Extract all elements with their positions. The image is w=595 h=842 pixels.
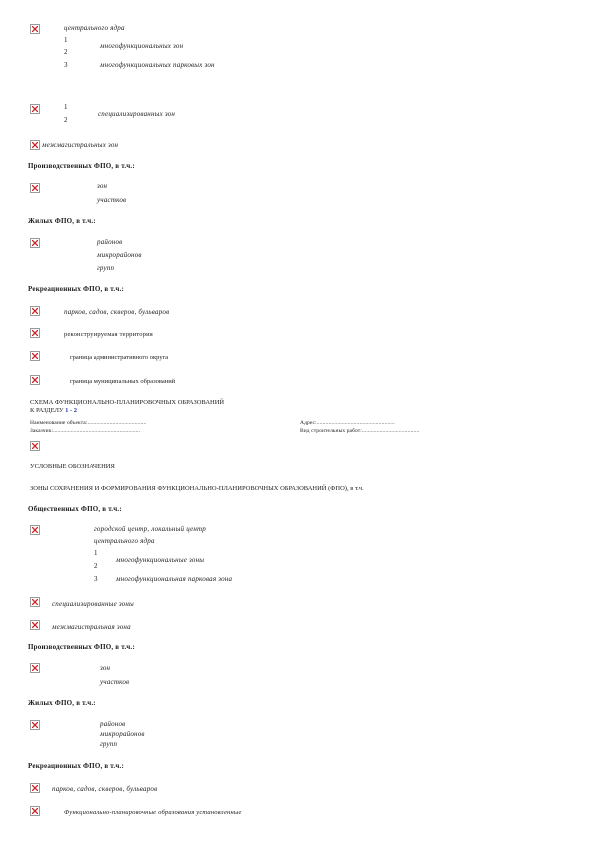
scheme-title: СХЕМА ФУНКЦИОНАЛЬНО-ПЛАНИРОВОЧНЫХ ОБРАЗОВАНИЙ bbox=[30, 399, 225, 406]
production-item: зон bbox=[100, 664, 111, 672]
residential-item: микрорайонов bbox=[100, 730, 145, 738]
multifunctional-park-zones-label: многофункциональных парковых зон bbox=[100, 61, 215, 69]
multifunctional-zones-label: многофункциональные зоны bbox=[116, 556, 205, 564]
broken-image-icon bbox=[30, 597, 40, 607]
multifunctional-park-zone-label: многофункциональная парковая зона bbox=[116, 575, 233, 583]
broken-image-icon bbox=[30, 104, 40, 114]
broken-image-icon bbox=[30, 720, 40, 730]
customer-field: Заказчик:........................................................... bbox=[30, 428, 141, 434]
city-center-label: городской центр, локальный центр bbox=[94, 525, 207, 533]
production-item: участков bbox=[97, 196, 127, 204]
inter-highway-zone-label: межмагистральная зона bbox=[52, 623, 131, 631]
municipal-border-label: граница муниципальных образований bbox=[70, 378, 176, 385]
broken-image-icon bbox=[30, 183, 40, 193]
residential-heading: Жилых ФПО, в т.ч.: bbox=[28, 217, 96, 225]
production-item: зон bbox=[97, 182, 108, 190]
section-ref-link[interactable]: 1 - 2 bbox=[65, 407, 78, 414]
section-prefix: К РАЗДЕЛУ bbox=[30, 407, 64, 414]
broken-image-icon bbox=[30, 328, 40, 338]
item-number: 1 bbox=[64, 36, 68, 44]
item-number: 2 bbox=[94, 562, 98, 570]
specialized-zones-label: специализированных зон bbox=[98, 110, 176, 118]
legend-title: УСЛОВНЫЕ ОБОЗНАЧЕНИЯ bbox=[30, 463, 115, 470]
item-number: 2 bbox=[64, 116, 68, 124]
work-type-field: Вид строительных работ:....................................... bbox=[300, 428, 420, 434]
broken-image-icon bbox=[30, 351, 40, 361]
item-number: 3 bbox=[64, 61, 68, 69]
inter-highway-zones-label: межмагистральных зон bbox=[42, 141, 119, 149]
central-core-label: центрального ядра bbox=[64, 24, 125, 32]
admin-border-label: граница административного округа bbox=[70, 354, 169, 361]
residential-item: районов bbox=[97, 238, 123, 246]
residential-item: районов bbox=[100, 720, 126, 728]
established-fpo-label: Функционально-планировочные образования установленные bbox=[64, 809, 242, 816]
specialized-zones-label: специализированные зоны bbox=[52, 600, 134, 608]
reconstruction-territory-label: реконструируемая территория bbox=[64, 331, 153, 338]
item-number: 2 bbox=[64, 48, 68, 56]
multifunctional-zones-label: многофункциональных зон bbox=[100, 42, 184, 50]
broken-image-icon bbox=[30, 24, 40, 34]
broken-image-icon bbox=[30, 238, 40, 248]
residential-item: групп bbox=[100, 740, 118, 748]
residential-heading: Жилых ФПО, в т.ч.: bbox=[28, 699, 96, 707]
broken-image-icon bbox=[30, 525, 40, 535]
item-number: 1 bbox=[64, 103, 68, 111]
public-heading: Общественных ФПО, в т.ч.: bbox=[28, 505, 122, 513]
recreational-heading: Рекреационных ФПО, в т.ч.: bbox=[28, 285, 124, 293]
residential-item: микрорайонов bbox=[97, 251, 142, 259]
recreational-item: парков, садов, скверов, бульваров bbox=[52, 785, 158, 793]
recreational-item: парков, садов, скверов, бульваров bbox=[64, 308, 170, 316]
object-name-field: Наименование объекта:........................................ bbox=[30, 420, 147, 426]
central-core-label: центрального ядра bbox=[94, 537, 155, 545]
production-heading: Производственных ФПО, в т.ч.: bbox=[28, 643, 135, 651]
production-heading: Производственных ФПО, в т.ч.: bbox=[28, 162, 135, 170]
production-item: участков bbox=[100, 678, 130, 686]
recreational-heading: Рекреационных ФПО, в т.ч.: bbox=[28, 762, 124, 770]
item-number: 3 bbox=[94, 575, 98, 583]
item-number: 1 bbox=[94, 549, 98, 557]
broken-image-icon bbox=[30, 306, 40, 316]
section-ref bbox=[30, 407, 77, 414]
broken-image-icon bbox=[30, 806, 40, 816]
zones-heading: ЗОНЫ СОХРАНЕНИЯ И ФОРМИРОВАНИЯ ФУНКЦИОНАЛЬНО-ПЛАНИРОВОЧНЫХ ОБРАЗОВАНИЙ (ФПО), в т.ч. bbox=[30, 485, 364, 492]
broken-image-icon bbox=[30, 140, 40, 150]
broken-image-icon bbox=[30, 783, 40, 793]
address-field: Адрес:..................................................... bbox=[300, 420, 395, 426]
broken-image-icon bbox=[30, 663, 40, 673]
residential-item: групп bbox=[97, 264, 115, 272]
broken-image-icon bbox=[30, 441, 40, 451]
broken-image-icon bbox=[30, 620, 40, 630]
broken-image-icon bbox=[30, 375, 40, 385]
